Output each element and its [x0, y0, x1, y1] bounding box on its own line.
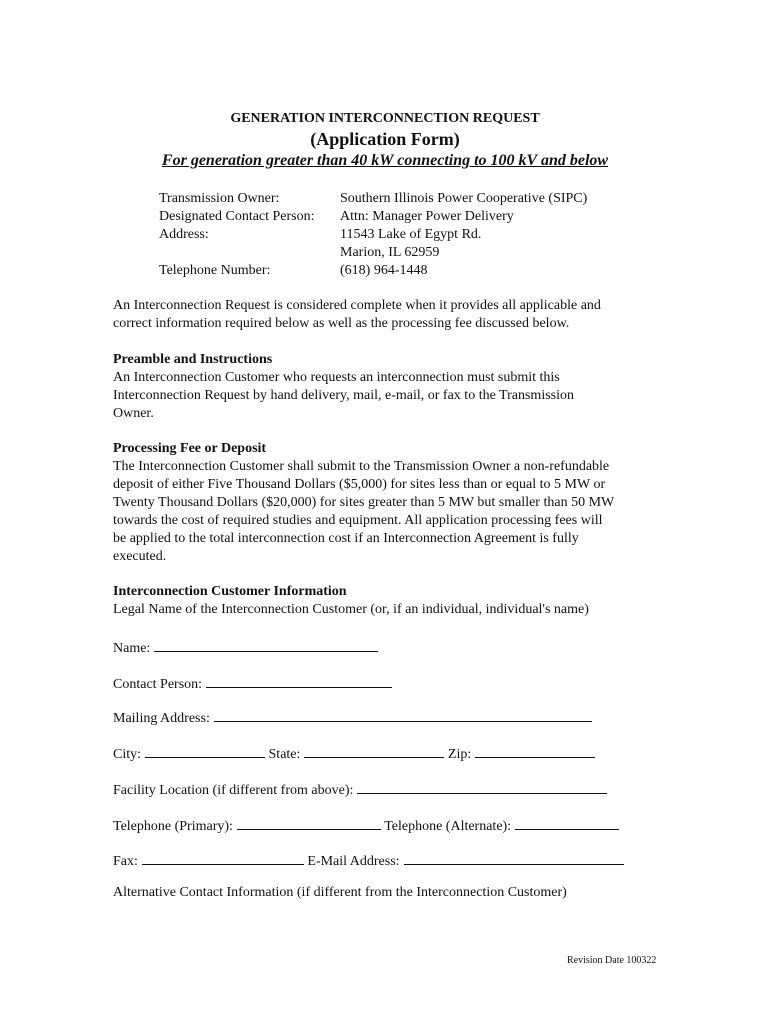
name-field[interactable] [154, 637, 378, 652]
telephone-label: Telephone Number: [159, 263, 271, 278]
preamble-line2: Interconnection Request by hand delivery, mail, e-mail, or fax to the Transmission [113, 388, 574, 403]
fax-label: Fax: [113, 854, 138, 869]
mailing-address-row [113, 707, 592, 727]
fee-line5: be applied to the total interconnection cost if an Interconnection Agreement is fully [113, 531, 579, 546]
contact-person-label: Contact Person: [113, 677, 203, 692]
contact-person-row [113, 673, 392, 693]
telephone-row [113, 815, 619, 835]
form-title: GENERATION INTERCONNECTION REQUEST [230, 111, 540, 126]
address-label: Address: [159, 227, 209, 242]
transmission-owner-value: Southern Illinois Power Cooperative (SIPC) [340, 191, 588, 206]
name-row [113, 637, 378, 657]
contact-value: Attn: Manager Power Delivery [340, 209, 514, 224]
alternative-contact-heading: Alternative Contact Information (if different from the Interconnection Customer) [113, 885, 567, 900]
facility-location-row [113, 779, 607, 799]
telephone-primary-field[interactable] [237, 815, 381, 830]
telephone-alternate-field[interactable] [515, 815, 619, 830]
fee-line1: The Interconnection Customer shall submit to the Transmission Owner a non-refundable [113, 459, 610, 474]
mailing-address-field[interactable] [214, 707, 592, 722]
fee-line6: executed. [113, 549, 167, 564]
city-label: City: [113, 747, 142, 762]
contact-label: Designated Contact Person: [159, 209, 315, 224]
revision-date: Revision Date 100322 [567, 955, 657, 966]
telephone-value: (618) 964-1448 [340, 263, 428, 278]
intro-line2: correct information required below as well as the processing fee discussed below. [113, 316, 570, 331]
state-label: State: [268, 747, 301, 762]
fee-heading: Processing Fee or Deposit [113, 441, 267, 456]
fee-line2: deposit of either Five Thousand Dollars ($5,000) for sites less than or equal to 5 MW or [113, 477, 606, 492]
email-label: E-Mail Address: [307, 854, 400, 869]
contact-person-field[interactable] [206, 673, 392, 688]
telephone-primary-label: Telephone (Primary): [113, 819, 233, 834]
address-line2: Marion, IL 62959 [340, 245, 440, 260]
intro-line1: An Interconnection Request is considered complete when it provides all applicable and [113, 298, 601, 313]
telephone-alternate-label: Telephone (Alternate): [384, 819, 512, 834]
zip-label: Zip: [447, 747, 472, 762]
preamble-heading: Preamble and Instructions [113, 352, 273, 367]
mailing-address-label: Mailing Address: [113, 711, 210, 726]
customer-info-heading: Interconnection Customer Information [113, 584, 347, 599]
fax-field[interactable] [142, 850, 304, 865]
facility-location-field[interactable] [357, 779, 607, 794]
state-field[interactable] [304, 743, 444, 758]
city-state-zip-row [113, 743, 595, 763]
email-field[interactable] [404, 850, 624, 865]
preamble-line1: An Interconnection Customer who requests an interconnection must submit this [113, 370, 560, 385]
fee-line3: Twenty Thousand Dollars ($20,000) for sites greater than 5 MW but smaller than 50 MW [113, 495, 615, 510]
address-line1: 11543 Lake of Egypt Rd. [340, 227, 482, 242]
transmission-owner-label: Transmission Owner: [159, 191, 280, 206]
name-label: Name: [113, 641, 151, 656]
preamble-line3: Owner. [113, 406, 154, 421]
customer-info-subheading: Legal Name of the Interconnection Customer (or, if an individual, individual's name) [113, 602, 589, 617]
facility-location-label: Facility Location (if different from above): [113, 783, 354, 798]
form-scope: For generation greater than 40 kW connecting to 100 kV and below [161, 152, 609, 169]
city-field[interactable] [145, 743, 265, 758]
fee-line4: towards the cost of required studies and equipment. All application processing fees will [113, 513, 603, 528]
fax-email-row [113, 850, 624, 870]
zip-field[interactable] [475, 743, 595, 758]
form-subtitle: (Application Form) [310, 129, 460, 149]
